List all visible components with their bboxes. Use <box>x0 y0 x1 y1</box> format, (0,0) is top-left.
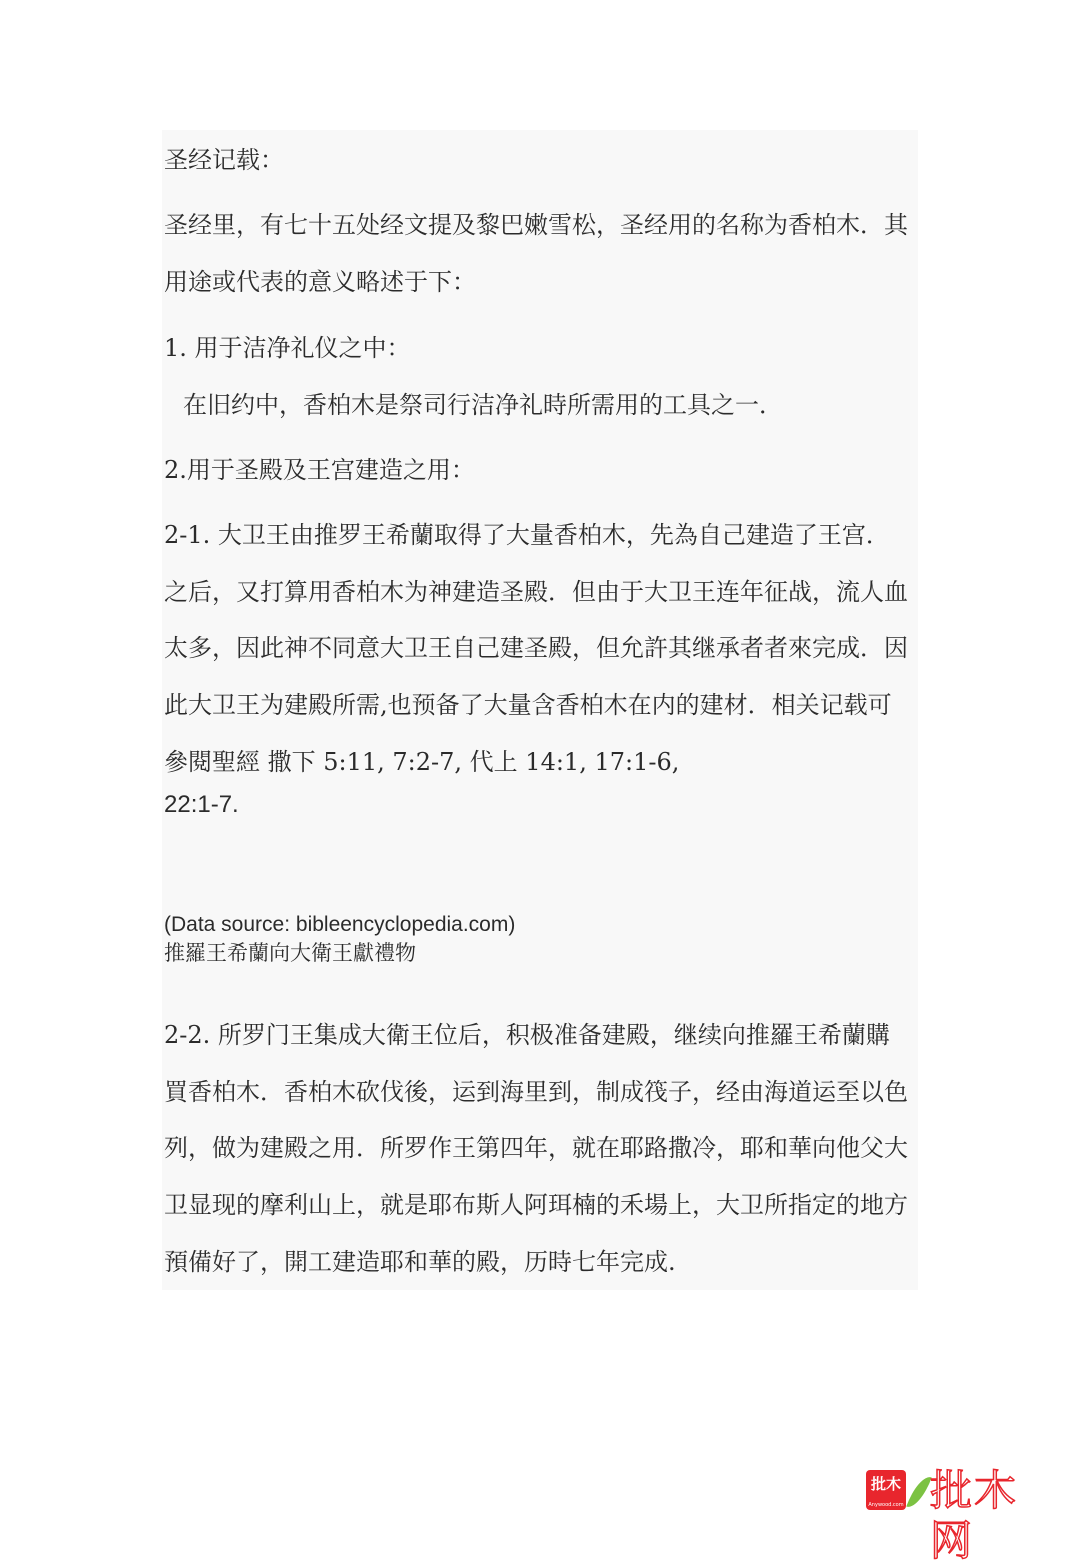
watermark-text: 批木网 <box>930 1466 1019 1565</box>
intro-line-1: 圣经里，有七十五处经文提及黎巴嫩雪松，圣经用的名称为香柏木．其 <box>164 211 908 239</box>
intro-line-2: 用途或代表的意义略述于下： <box>164 268 476 296</box>
section2-title: 2.用于圣殿及王宫建造之用： <box>164 456 475 484</box>
paragraph-2-2-line: 列，做为建殿之用．所罗作王第四年，就在耶路撒冷，耶和華向他父大 <box>164 1134 908 1162</box>
logo-badge-text: 批木 <box>870 1475 901 1493</box>
logo-badge-subtext: Anywood.com <box>868 1502 904 1508</box>
paragraph-2-1-line: 之后，又打算用香柏木为神建造圣殿．但由于大卫王连年征战，流人血 <box>164 578 908 606</box>
logo-badge <box>866 1470 906 1510</box>
paragraph-2-1-line: 此大卫王为建殿所需,也预备了大量含香柏木在内的建材．相关记载可 <box>164 691 892 719</box>
document-heading: 圣经记载： <box>164 146 284 174</box>
paragraph-2-1-line: 參閱聖經 撒下 5:11, 7:2-7, 代上 14:1, 17:1-6, <box>164 748 680 776</box>
leaf-icon <box>906 1473 931 1512</box>
paragraph-2-2-line: 買香柏木．香柏木砍伐後，运到海里到，制成筏子，经由海道运至以色 <box>164 1078 908 1106</box>
paragraph-2-1-line: 太多，因此神不同意大卫王自己建圣殿，但允許其继承者者來完成．因 <box>164 634 908 662</box>
section1-body: 在旧约中，香柏木是祭司行洁净礼時所需用的工具之一． <box>183 391 783 419</box>
paragraph-2-2-line: 2-2. 所罗门王集成大衛王位后，积极准备建殿，继续向推羅王希蘭購 <box>164 1021 890 1049</box>
watermark-logo <box>866 1466 1058 1565</box>
section1-title: 1. 用于洁净礼仪之中： <box>164 334 411 362</box>
paragraph-2-1-line: 22:1-7. <box>164 791 239 818</box>
data-source-credit: (Data source: bibleencyclopedia.com) <box>164 913 516 936</box>
paragraph-2-2-line: 預備好了，開工建造耶和華的殿，历時七年完成. <box>164 1248 676 1276</box>
image-caption: 推羅王希蘭向大衛王獻禮物 <box>164 941 416 965</box>
paragraph-2-2-line: 卫显现的摩利山上，就是耶布斯人阿珥楠的禾場上，大卫所指定的地方 <box>164 1191 908 1219</box>
paragraph-2-1-line: 2-1. 大卫王由推罗王希蘭取得了大量香柏木，先為自己建造了王宫． <box>164 521 890 549</box>
